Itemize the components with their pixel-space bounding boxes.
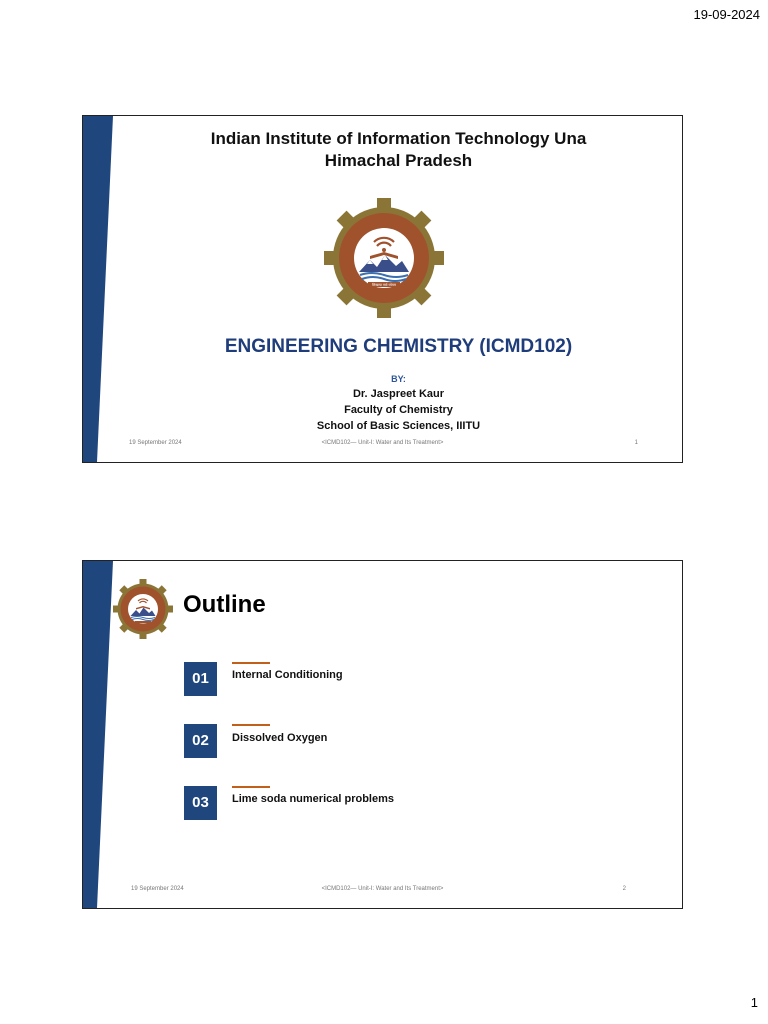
item-rule [232,724,270,726]
footer-page-number: 2 [622,886,626,892]
item-label: Dissolved Oxygen [232,732,328,744]
by-label: BY: [391,374,406,384]
course-title: ENGINEERING CHEMISTRY (ICMD102) [224,336,573,357]
footer-page-number: 1 [634,440,638,446]
outline-title: Outline [183,591,266,618]
item-rule [232,786,270,788]
author-name: Dr. Jaspreet Kaur [352,388,445,400]
footer-course: <ICMD102— Unit-I: Water and Its Treatment> [321,886,444,892]
institution-title [115,128,682,172]
footer-date: 19 September 2024 [129,440,182,446]
page-number: 1 [750,995,758,1010]
footer-course: <ICMD102— Unit-I: Water and Its Treatment> [321,440,444,446]
author-block [115,386,682,434]
item-label: Internal Conditioning [232,669,343,681]
institute-logo-icon [324,198,444,318]
footer-date: 19 September 2024 [131,886,184,892]
slide-footer [83,440,682,450]
slide-1 [82,115,683,463]
author-faculty: Faculty of Chemistry [344,404,453,416]
item-rule [232,662,270,664]
item-number-badge: 01 [184,662,217,696]
slide-footer [83,886,682,896]
slide-side-bar [83,116,115,462]
institute-logo-icon [113,579,173,639]
item-number-badge: 03 [184,786,217,820]
institution-state: Himachal Pradesh [324,151,473,170]
logo-motto: लिखाया सर्व ध्येयम [372,283,396,287]
author-school: School of Basic Sciences, IIITU [316,420,481,432]
slide-2 [82,560,683,909]
institution-name: Indian Institute of Information Technology Una [210,129,587,148]
item-label: Lime soda numerical problems [232,793,394,805]
item-number-badge: 02 [184,724,217,758]
slide-side-bar [83,561,115,908]
page-date: 19-09-2024 [693,7,760,22]
